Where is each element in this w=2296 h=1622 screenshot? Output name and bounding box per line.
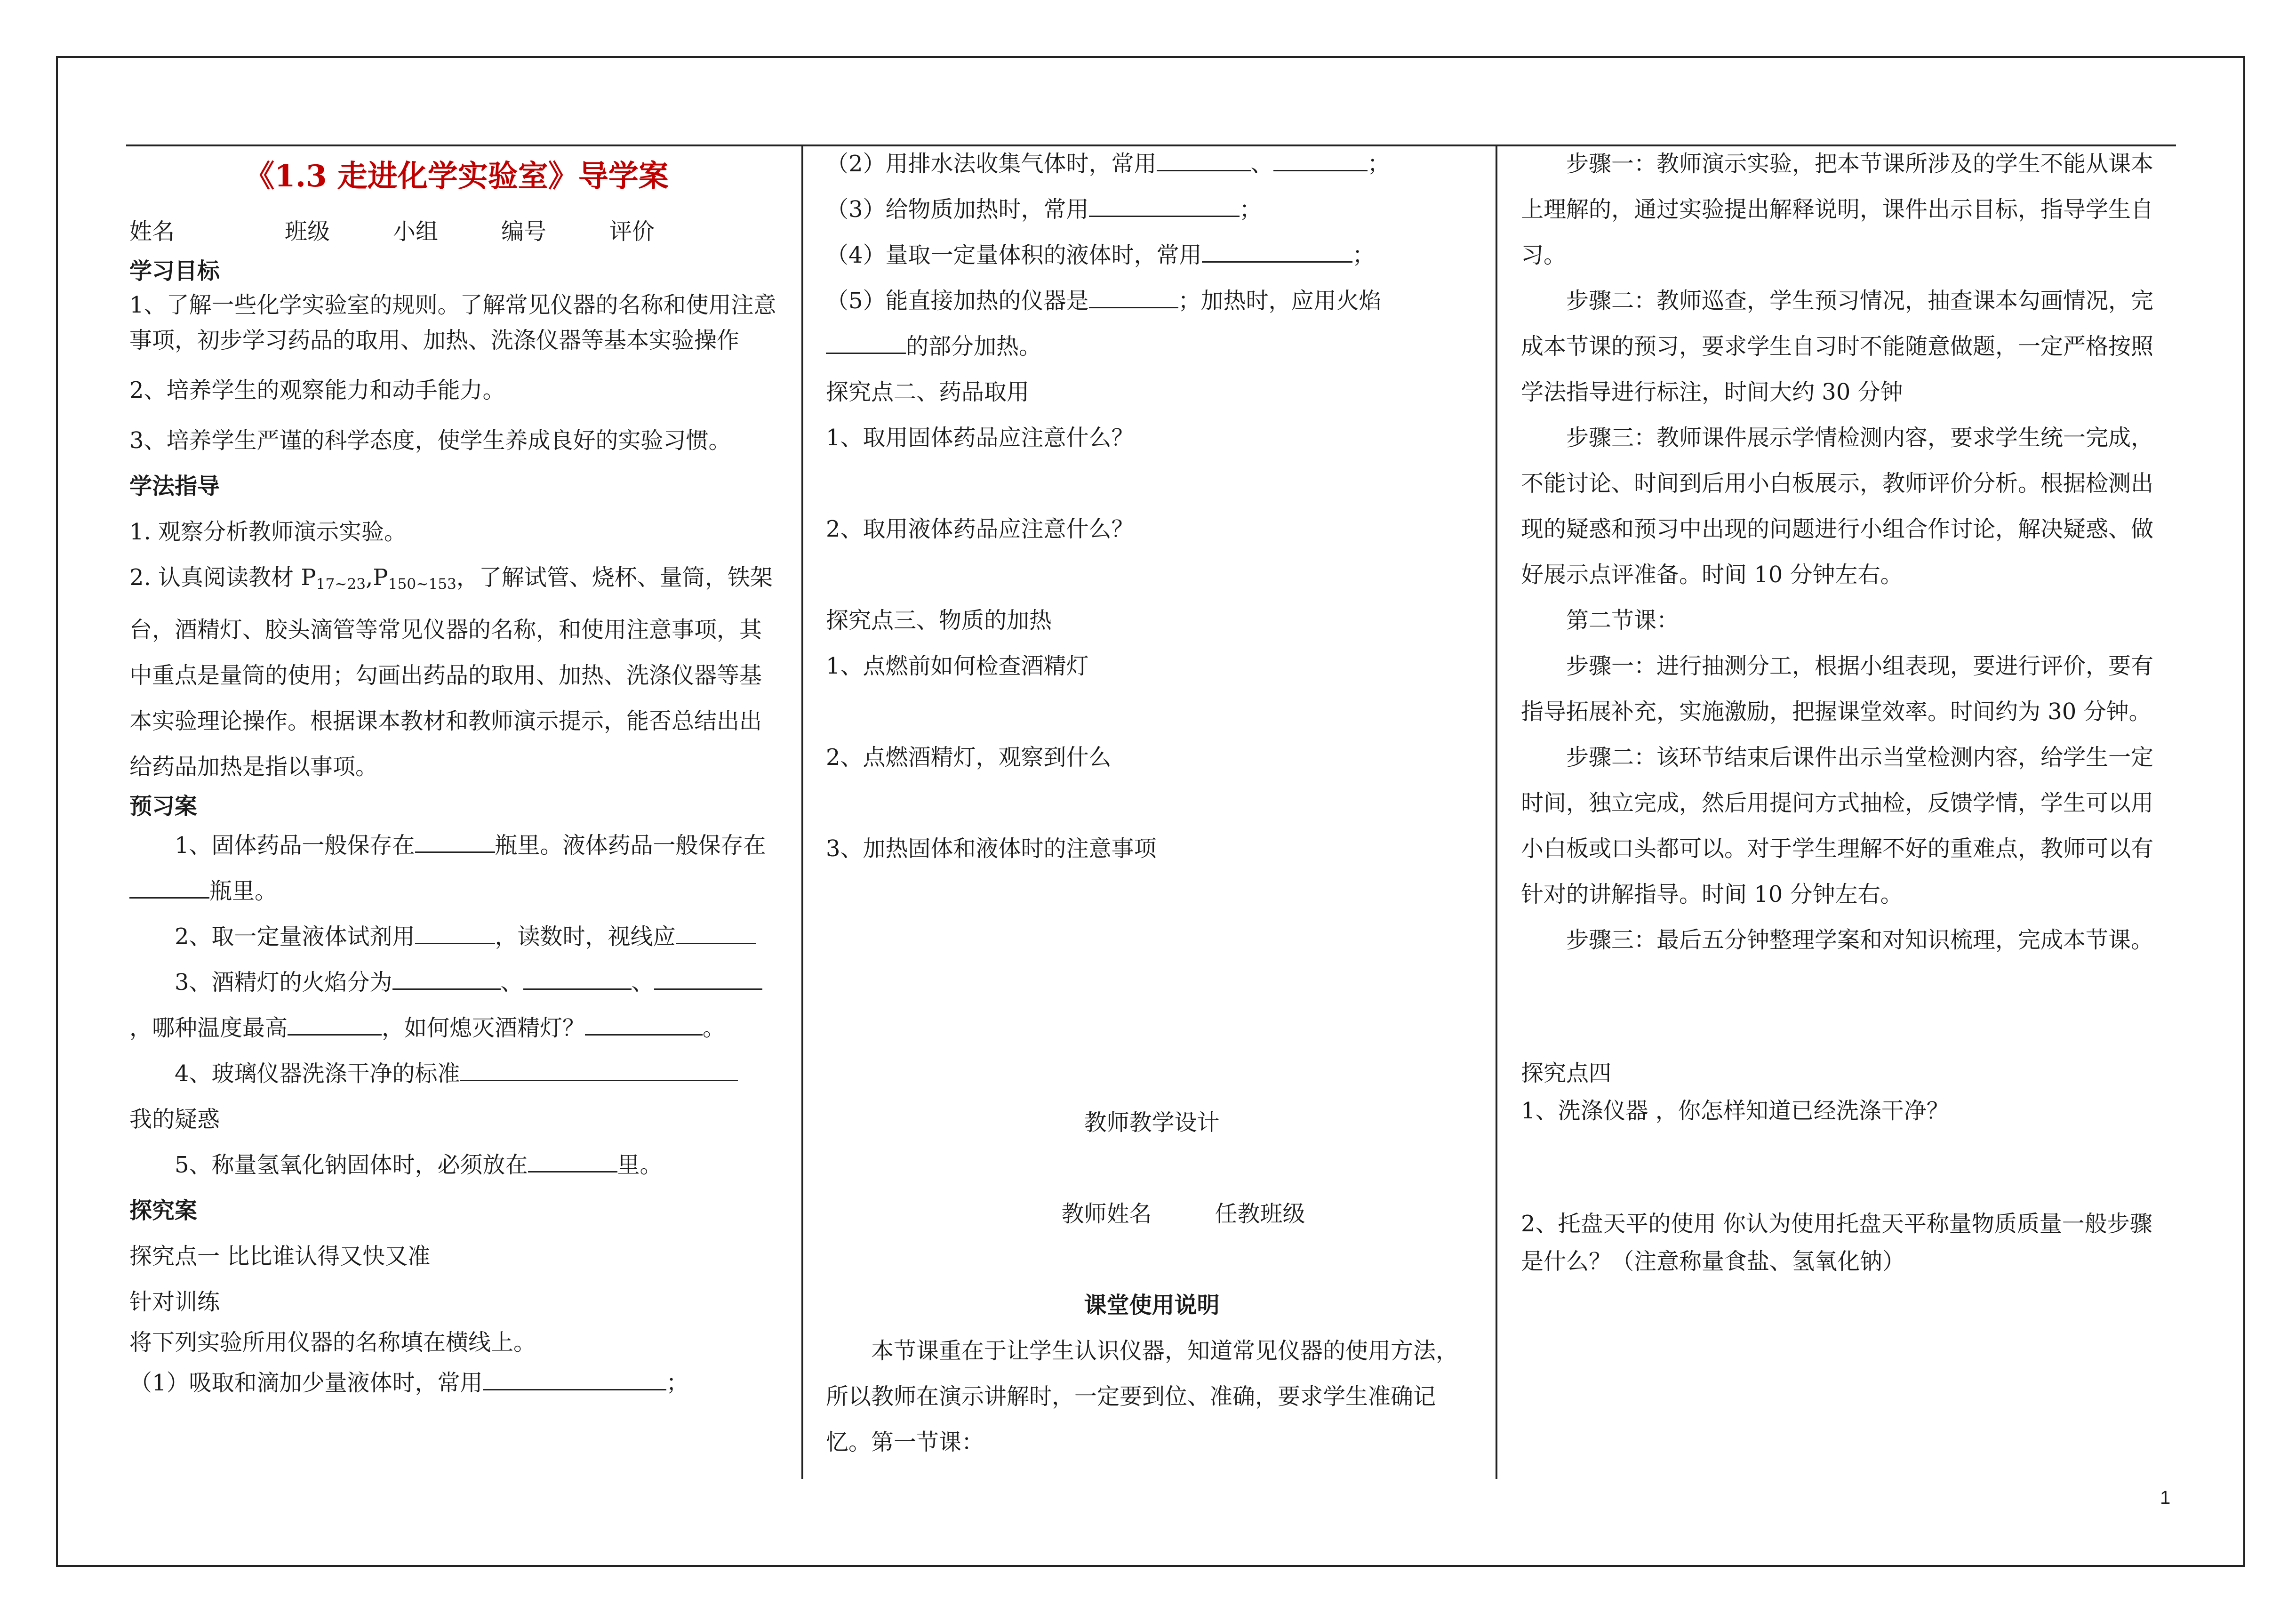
- preview-1-a: 1、固体药品一般保存在: [175, 832, 415, 859]
- explore-heading: 探究案: [129, 1197, 198, 1224]
- training-desc: 将下列实验所用仪器的名称填在横线上。: [129, 1329, 536, 1356]
- blank-field[interactable]: [288, 1012, 382, 1036]
- explore-2-q1: 1、取用固体药品应注意什么？: [826, 425, 1134, 451]
- preview-3-e: ，如何熄灭酒精灯？: [382, 1014, 585, 1041]
- question-2-c: ；: [1367, 151, 1390, 177]
- info-number: 编号: [501, 218, 547, 245]
- teacher-name-label: 教师姓名: [1061, 1201, 1152, 1227]
- blank-field[interactable]: [1273, 147, 1368, 171]
- question-4: [826, 233, 1478, 278]
- blank-field[interactable]: [129, 875, 209, 899]
- usage-text: 本节课重在于让学生认识仪器，知道常见仪器的使用方法，所以教师在演示讲解时，一定要到位、准确，要求学生准确记忆。第一节课：: [826, 1338, 1459, 1455]
- column-divider-2: [1496, 145, 1497, 1479]
- step-1: 步骤一：教师演示实验，把本节课所涉及的学生不能从课本上理解的，通过实验提出解释说明，课件出示目标，指导学生自习。: [1521, 151, 2154, 268]
- info-group: 小组: [393, 218, 439, 245]
- question-5-cont: [826, 324, 1478, 369]
- doubt-label: 我的疑惑: [129, 1106, 220, 1132]
- teacher-class-label: 任教班级: [1215, 1201, 1305, 1227]
- method-2: [129, 555, 784, 790]
- preview-1: [129, 823, 784, 914]
- method-2-mid: ,P: [366, 564, 388, 591]
- question-4-a: （4）量取一定量体积的液体时，常用: [826, 242, 1202, 268]
- blank-field[interactable]: [415, 829, 495, 853]
- blank-field[interactable]: [1157, 147, 1251, 171]
- lesson2-step-2: 步骤二：该环节结束后课件出示当堂检测内容，给学生一定时间，独立完成，然后用提问方式抽检，反馈学情，学生可以用小白板或口头都可以。对于学生理解不好的重难点，教师可以有针对的讲解指导。时间 10 分钟左右。: [1521, 744, 2154, 907]
- preview-3-d: ，哪种温度最高: [129, 1014, 288, 1041]
- method-2-pre: 2. 认真阅读教材 P: [129, 564, 316, 591]
- question-1-end: ；: [666, 1369, 689, 1396]
- blank-field[interactable]: [483, 1366, 666, 1390]
- page-number: 1: [2160, 1487, 2171, 1508]
- blank-field[interactable]: [1089, 193, 1240, 217]
- question-3: [826, 187, 1478, 233]
- goal-3: 3、培养学生严谨的科学态度，使学生养成良好的实验习惯。: [129, 427, 731, 454]
- method-2-sub1: 17~23: [316, 575, 366, 593]
- info-row: [129, 209, 784, 255]
- step-3: 步骤三：教师课件展示学情检测内容，要求学生统一完成，不能讨论、时间到后用小白板展示，教师评价分析。根据检测出现的疑惑和预习中出现的问题进行小组合作讨论，解决疑惑、做好展示点评准备。时间 10 分钟左右。: [1521, 425, 2154, 588]
- second-lesson: 第二节课：: [1566, 607, 1680, 634]
- question-2-b: 、: [1250, 151, 1273, 177]
- info-class: 班级: [285, 218, 330, 245]
- preview-3-c: 、: [631, 969, 654, 996]
- blank-field[interactable]: [528, 1148, 617, 1172]
- preview-4: [129, 1051, 784, 1097]
- method-2-post: ，了解试管、烧杯、量筒，铁架台，酒精灯、胶头滴管等常见仪器的名称，和使用注意事项，其中重点是量筒的使用；勾画出药品的取用、加热、洗涤仪器等基本实验理论操作。根据课本教材和教师演示提示，能否总结出出给药品加热是指以事项。: [129, 564, 773, 780]
- explore-3-q1: 1、点燃前如何检查酒精灯: [826, 653, 1089, 679]
- blank-field[interactable]: [460, 1057, 738, 1081]
- explore-2-q2: 2、取用液体药品应注意什么？: [826, 516, 1134, 542]
- preview-heading: 预习案: [129, 793, 198, 819]
- question-5-a: （5）能直接加热的仪器是: [826, 288, 1089, 314]
- preview-2-b: ，读数时，视线应: [495, 923, 676, 950]
- explore-4-q1: 1、洗涤仪器 ，你怎样知道已经洗涤干净？: [1521, 1098, 1949, 1124]
- preview-5-b: 里。: [617, 1151, 663, 1178]
- lesson2-step-3: 步骤三：最后五分钟整理学案和对知识梳理，完成本节课。: [1566, 927, 2154, 953]
- info-name: 姓名: [129, 218, 175, 245]
- question-2-a: （2）用排水法收集气体时，常用: [826, 151, 1157, 177]
- blank-field[interactable]: [676, 920, 756, 944]
- question-4-b: ；: [1352, 242, 1375, 268]
- page-title: 《1.3 走进化学实验室》导学案: [244, 159, 669, 194]
- question-2: [826, 141, 1478, 187]
- lesson2-step-1: 步骤一：进行抽测分工，根据小组表现，要进行评价，要有指导拓展补充，实施激励，把握课堂效率。时间约为 30 分钟。: [1521, 653, 2154, 725]
- explore-2: 探究点二、药品取用: [826, 379, 1030, 405]
- blank-field[interactable]: [392, 966, 501, 990]
- goals-heading: 学习目标: [129, 258, 220, 284]
- design-title: 教师教学设计: [1084, 1109, 1220, 1136]
- column-divider-1: [801, 145, 803, 1479]
- middle-column: [826, 141, 1478, 1465]
- preview-2-a: 2、取一定量液体试剂用: [175, 923, 415, 950]
- usage-heading: 课堂使用说明: [1084, 1292, 1220, 1318]
- preview-3: [129, 960, 784, 1051]
- explore-3-q2: 2、点燃酒精灯，观察到什么: [826, 744, 1112, 771]
- blank-field[interactable]: [415, 920, 495, 944]
- explore-3-q3: 3、加热固体和液体时的注意事项: [826, 835, 1157, 862]
- training-label: 针对训练: [129, 1288, 220, 1315]
- teacher-row: [826, 1191, 1478, 1237]
- goal-2: 2、培养学生的观察能力和动手能力。: [129, 377, 505, 403]
- blank-field[interactable]: [585, 1012, 703, 1036]
- method-heading: 学法指导: [129, 473, 220, 499]
- question-1: [129, 1360, 784, 1406]
- preview-5: [129, 1142, 784, 1188]
- preview-3-b: 、: [500, 969, 523, 996]
- preview-3-a: 3、酒精灯的火焰分为: [175, 969, 392, 996]
- right-column: [1521, 141, 2170, 1280]
- question-5-c: 的部分加热。: [906, 333, 1042, 360]
- blank-field[interactable]: [1202, 239, 1352, 263]
- explore-4: 探究点四: [1521, 1060, 1612, 1086]
- method-1: 1. 观察分析教师演示实验。: [129, 519, 407, 545]
- question-5: [826, 278, 1478, 324]
- blank-field[interactable]: [826, 330, 906, 354]
- question-1-text: （1）吸取和滴加少量液体时，常用: [129, 1369, 483, 1396]
- explore-1: 探究点一 比比谁认得又快又准: [129, 1243, 431, 1269]
- method-2-sub2: 150~153: [388, 575, 456, 593]
- explore-4-q2: 2、托盘天平的使用 你认为使用托盘天平称量物质质量一般步骤是什么？（注意称量食盐、氢氧化钠）: [1521, 1211, 2152, 1275]
- blank-field[interactable]: [1089, 284, 1178, 308]
- explore-3: 探究点三、物质的加热: [826, 607, 1052, 634]
- blank-field[interactable]: [523, 966, 632, 990]
- blank-field[interactable]: [654, 966, 762, 990]
- preview-3-f: 。: [703, 1014, 726, 1041]
- preview-2: [129, 914, 784, 960]
- info-evaluation: 评价: [609, 218, 655, 245]
- preview-4-text: 4、玻璃仪器洗涤干净的标准: [175, 1060, 460, 1087]
- left-column: [129, 141, 784, 1406]
- goal-1: 1、了解一些化学实验室的规则。了解常见仪器的名称和使用注意事项，初步学习药品的取用、加热、洗涤仪器等基本实验操作: [129, 292, 776, 353]
- question-3-a: （3）给物质加热时，常用: [826, 196, 1089, 223]
- preview-1-c: 瓶里。: [209, 877, 278, 904]
- step-2: 步骤二：教师巡查，学生预习情况，抽查课本勾画情况，完成本节课的预习，要求学生自习时不能随意做题，一定严格按照学法指导进行标注，时间大约 30 分钟: [1521, 288, 2154, 405]
- question-5-b: ；加热时，应用火焰: [1178, 288, 1382, 314]
- preview-1-b: 瓶里。液体药品一般保存在: [495, 832, 766, 859]
- preview-5-a: 5、称量氢氧化钠固体时，必须放在: [175, 1151, 528, 1178]
- question-3-b: ；: [1239, 196, 1262, 223]
